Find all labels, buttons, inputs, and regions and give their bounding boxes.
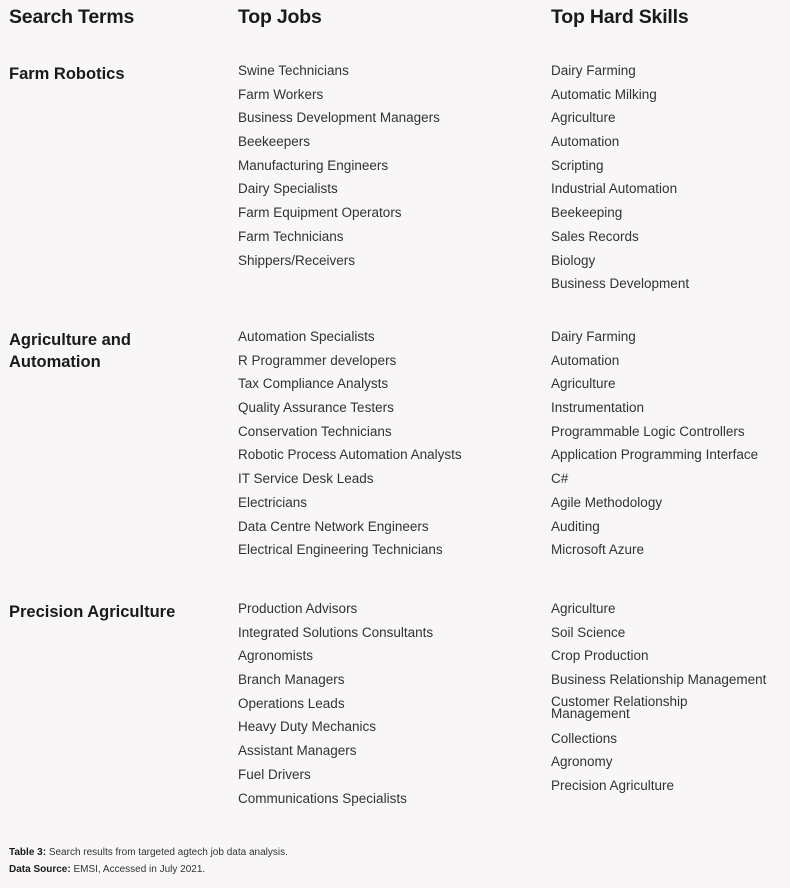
list-item: Electricians (238, 494, 308, 510)
top-jobs-list (238, 601, 433, 814)
top-skills-list (551, 601, 766, 802)
top-skills-list (551, 63, 689, 300)
list-item: Business Development Managers (238, 110, 440, 126)
list-item: Production Advisors (238, 601, 358, 616)
list-item: Agriculture (551, 601, 616, 616)
source-label: Data Source: (9, 864, 71, 875)
list-item: Dairy Specialists (238, 181, 338, 197)
list-item: Automation Specialists (238, 329, 375, 344)
table-caption (9, 847, 288, 858)
top-jobs-list (238, 63, 440, 276)
list-item: Sales Records (551, 228, 639, 244)
list-item: Integrated Solutions Consultants (238, 624, 434, 640)
list-item: C# (551, 471, 569, 487)
list-item: Automation (551, 134, 620, 150)
list-item: Agriculture (551, 376, 616, 392)
search-term: Precision Agriculture (9, 603, 176, 621)
list-item: Automatic Milking (551, 86, 657, 102)
list-item: Crop Production (551, 648, 649, 664)
list-item: Application Programming Interface (551, 447, 759, 463)
list-item: Farm Equipment Operators (238, 205, 402, 221)
caption-label: Table 3: (9, 847, 47, 858)
list-item: Tax Compliance Analysts (238, 376, 389, 392)
top-jobs-list (238, 329, 462, 566)
list-item: Quality Assurance Testers (238, 400, 394, 416)
data-source (9, 864, 205, 875)
source-text: EMSI, Accessed in July 2021. (73, 864, 206, 875)
header-search-terms: Search Terms (9, 6, 135, 28)
list-item: Beekeepers (238, 134, 311, 150)
list-item: Electrical Engineering Technicians (238, 542, 443, 558)
header-top-hard-skills: Top Hard Skills (551, 6, 689, 28)
list-item: Assistant Managers (238, 743, 357, 759)
list-item: Business Development (551, 276, 690, 292)
caption-text: Search results from targeted agtech job data analysis. (48, 847, 288, 858)
list-item: Auditing (551, 518, 600, 534)
list-item: Conservation Technicians (238, 423, 392, 439)
list-item: Agile Methodology (551, 494, 663, 510)
list-item: Business Relationship Management (551, 672, 767, 688)
list-item: Customer Relationship Management (551, 693, 688, 722)
list-item: Automation (551, 352, 620, 368)
list-item: Heavy Duty Mechanics (238, 719, 377, 735)
list-item: Operations Leads (238, 695, 345, 711)
list-item: Soil Science (551, 624, 626, 640)
list-item: Agriculture (551, 110, 616, 126)
list-item: Data Centre Network Engineers (238, 518, 429, 534)
header-top-jobs: Top Jobs (238, 6, 322, 28)
list-item: Industrial Automation (551, 181, 678, 197)
search-term: Agriculture and Automation (9, 331, 131, 371)
list-item: Scripting (551, 157, 604, 173)
list-item: Agronomists (238, 648, 314, 664)
list-item: Instrumentation (551, 400, 645, 416)
list-item: Dairy Farming (551, 63, 636, 78)
list-item: R Programmer developers (238, 352, 397, 368)
list-item: Agronomy (551, 754, 613, 770)
list-item: Programmable Logic Controllers (551, 423, 745, 439)
list-item: Branch Managers (238, 672, 345, 688)
list-item: Communications Specialists (238, 790, 407, 806)
top-skills-list (551, 329, 758, 566)
list-item: Manufacturing Engineers (238, 157, 389, 173)
list-item: Farm Workers (238, 86, 324, 102)
list-item: Swine Technicians (238, 63, 349, 78)
list-item: Microsoft Azure (551, 542, 645, 558)
list-item: IT Service Desk Leads (238, 471, 374, 487)
list-item: Shippers/Receivers (238, 252, 356, 268)
list-item: Dairy Farming (551, 329, 636, 344)
list-item: Fuel Drivers (238, 766, 311, 782)
search-term: Farm Robotics (9, 65, 125, 83)
list-item: Biology (551, 252, 596, 268)
list-item: Robotic Process Automation Analysts (238, 447, 462, 463)
list-item: Farm Technicians (238, 228, 344, 244)
list-item: Beekeeping (551, 205, 623, 221)
list-item: Precision Agriculture (551, 778, 675, 794)
list-item: Collections (551, 730, 618, 746)
